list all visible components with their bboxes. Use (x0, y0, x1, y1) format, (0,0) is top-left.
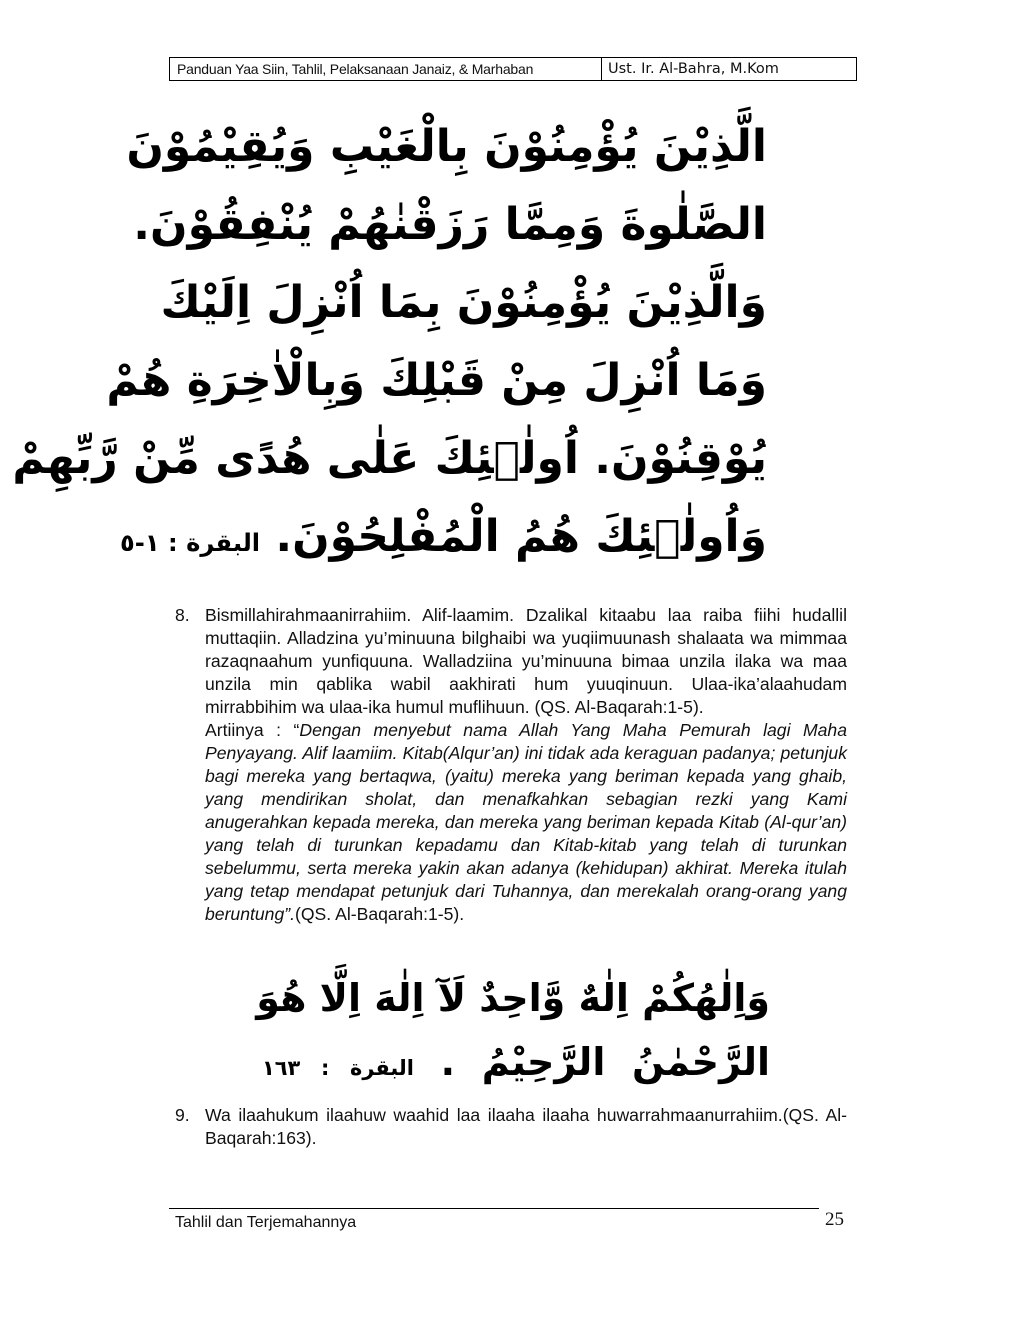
item-number: 8. (175, 605, 190, 625)
arabic-line: وَالَّذِيْنَ يُؤْمِنُوْنَ بِمَا اُنْزِلَ اِلَيْكَ (160, 277, 767, 328)
author-name: Ust. Ir. Al-Bahra, M.Kom (608, 61, 779, 77)
footer-divider (169, 1208, 819, 1209)
list-item-8 (175, 604, 847, 926)
translation-source: (QS. Al-Baqarah:1-5). (295, 904, 465, 924)
arabic-verse-al-baqarah-1-5 (12, 108, 767, 600)
arabic-line-text: الرَّحْمٰنُ الرَّحِيْمُ . (440, 1040, 770, 1084)
arabic-verse-reference: البقرة : ١٦٣ (262, 1056, 414, 1080)
translation (205, 719, 847, 926)
arabic-line: وَاِلٰهُكُمْ اِلٰهٌ وَّاحِدٌ لَآ اِلٰهَ اِلَّا هُوَ (256, 976, 770, 1020)
translation-text: Dengan menyebut nama Allah Yang Maha Pemurah lagi Maha Penyayang. Alif laamiim. Kitab(Alqur’an) ini tidak ada keraguan padanya; petunjuk bagi mereka yang bertaqwa, (yaitu) mereka yang beriman kepada yang ghaib, yang mendirikan sholat, dan menafkahkan sebagian rezki yang Kami anugerahkan kepada mereka, dan mereka yang beriman kepada Kitab (Al-qur’an) yang telah di turunkan kepadamu dan Kitab-kitab yang telah di turunkan sebelummu, serta mereka yakin akan adanya (kehidupan) akhirat. Mereka itulah yang tetap mendapat petunjuk dari Tuhannya, dan merekalah orang-orang yang beruntung”. (205, 720, 847, 924)
footer-title: Tahlil dan Terjemahannya (175, 1214, 357, 1231)
transliteration: Bismillahirahmaanirrahiim. Alif-laamim. Dzalikal kitaabu laa raiba fiihi hudallil muttaqiin. Alladzina yu’minuuna bilghaibi wa yuqiimuunash shalaata wa mimmaa razaqnaahum yunfiquuna. Walladziina yu’minuuna bimaa unzila ilaka wa maa unzila min qablika wabil aakhirati hum yuuqinuun. Ulaa-ika’alaahudam mirrabbihim wa ulaa-ika humul muflihuun. (QS. Al-Baqarah:1-5). (205, 605, 847, 717)
book-title: Panduan Yaa Siin, Tahlil, Pelaksanaan Janaiz, & Marhaban (170, 58, 602, 80)
page-header (169, 57, 857, 81)
arabic-line: الصَّلٰوةَ وَمِمَّا رَزَقْنٰهُمْ يُنْفِقُوْنَ. (133, 199, 767, 250)
arabic-verse-al-baqarah-163 (256, 966, 770, 1106)
arabic-verse-reference: البقرة : ١-٥ (120, 529, 261, 557)
item-number: 9. (175, 1105, 190, 1125)
list-item-9 (175, 1104, 847, 1150)
arabic-line: الَّذِيْنَ يُؤْمِنُوْنَ بِالْغَيْبِ وَيُقِيْمُوْنَ (126, 121, 767, 172)
arabic-line-last (262, 1030, 770, 1094)
arabic-line: وَمَا اُنْزِلَ مِنْ قَبْلِكَ وَبِالْاٰخِرَةِ هُمْ (106, 355, 767, 406)
arabic-line-text: وَاُولٰۤئِكَ هُمُ الْمُفْلِحُوْنَ. (275, 511, 767, 562)
arabic-line-last (120, 498, 767, 576)
page-number: 25 (825, 1209, 844, 1230)
transliteration: Wa ilaahukum ilaahuw waahid laa ilaaha ilaaha huwarrahmaanurrahiim.(QS. Al-Baqarah:163). (205, 1105, 847, 1148)
arabic-line: يُوْقِنُوْنَ. اُولٰۤئِكَ عَلٰى هُدًى مِّنْ رَّبِّهِمْ (12, 433, 767, 484)
translation-label: Artiinya : “ (205, 720, 300, 740)
